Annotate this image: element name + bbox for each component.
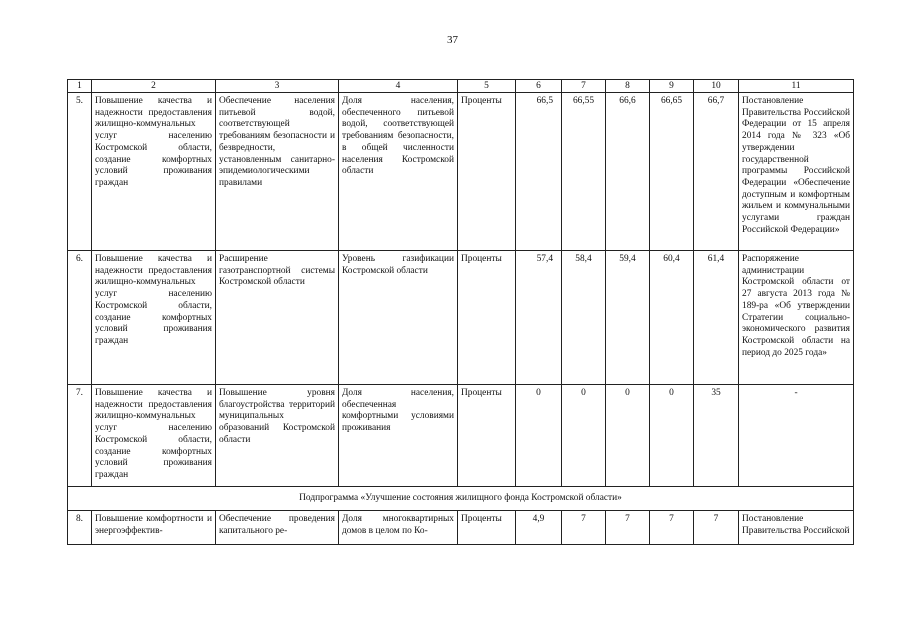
column-header: 10: [694, 80, 739, 93]
column-header: 3: [216, 80, 339, 93]
table-header-row: [68, 80, 854, 93]
value-cell: 7: [562, 511, 606, 545]
source-cell: Распоряжение администрации Костромской области от 27 августа 2013 года № 189-ра «Об утверждении Стратегии социально-экономического развития Костромской области на период до 2025 года»: [739, 251, 854, 385]
indicators-table: [67, 79, 854, 545]
value-cell: 66,7: [694, 93, 739, 251]
value-cell: 7: [650, 511, 694, 545]
column-header: 5: [458, 80, 516, 93]
table-row: [68, 93, 854, 251]
column-header: 1: [68, 80, 92, 93]
table-row: [68, 251, 854, 385]
source-cell: Постановление Правительства Российской: [739, 511, 854, 545]
subprogram-row: [68, 487, 854, 511]
value-cell: 60,4: [650, 251, 694, 385]
column-header: 4: [339, 80, 458, 93]
page-number: 37: [447, 34, 458, 46]
value-cell: 66,65: [650, 93, 694, 251]
value-cell: 7: [606, 511, 650, 545]
task-cell: Обеспечение населения питьевой водой, соответствующей требованиям безопасности и безвредности, установленным санитарно-эпидемиологическими правилами: [216, 93, 339, 251]
row-number: 6.: [68, 251, 92, 385]
indicator-cell: Доля населения, обеспеченного питьевой водой, соответствующей требованиям безопасности, в общей численности населения Костромской области: [339, 93, 458, 251]
unit-cell: Проценты: [458, 251, 516, 385]
value-cell: 66,6: [606, 93, 650, 251]
value-cell: 61,4: [694, 251, 739, 385]
column-header: 7: [562, 80, 606, 93]
row-number: 5.: [68, 93, 92, 251]
column-header: 6: [516, 80, 562, 93]
value-cell: 57,4: [516, 251, 562, 385]
source-cell: Постановление Правительства Российской Федерации от 15 апреля 2014 года № 323 «Об утверждении государственной программы Российской Федерации «Обеспечение доступным и комфортным жильем и коммунальными услугами граждан Российской Федерации»: [739, 93, 854, 251]
value-cell: 66,5: [516, 93, 562, 251]
indicator-cell: Уровень газификации Костромской области: [339, 251, 458, 385]
value-cell: 66,55: [562, 93, 606, 251]
row-number: 7.: [68, 385, 92, 487]
indicator-cell: Доля населения, обеспеченная комфортными условиями проживания: [339, 385, 458, 487]
goal-cell: Повышение качества и надежности предоставления жилищно-коммунальных услуг населению Костромской области, создание комфортных условий проживания граждан: [92, 251, 216, 385]
table-row: [68, 385, 854, 487]
column-header: 2: [92, 80, 216, 93]
column-header: 9: [650, 80, 694, 93]
unit-cell: Проценты: [458, 385, 516, 487]
task-cell: Обеспечение проведения капитального ре-: [216, 511, 339, 545]
unit-cell: Проценты: [458, 511, 516, 545]
table-row: [68, 511, 854, 545]
value-cell: 35: [694, 385, 739, 487]
column-header: 8: [606, 80, 650, 93]
indicator-cell: Доля многоквартирных домов в целом по Ко-: [339, 511, 458, 545]
goal-cell: Повышение качества и надежности предоставления жилищно-коммунальных услуг населению Костромской области, создание комфортных условий проживания граждан: [92, 385, 216, 487]
task-cell: Повышение уровня благоустройства территорий муниципальных образований Костромской области: [216, 385, 339, 487]
task-cell: Расширение газотранспортной системы Костромской области: [216, 251, 339, 385]
value-cell: 0: [562, 385, 606, 487]
goal-cell: Повышение качества и надежности предоставления жилищно-коммунальных услуг населению Костромской области, создание комфортных условий проживания граждан: [92, 93, 216, 251]
goal-cell: Повышение комфортности и энергоэффектив-: [92, 511, 216, 545]
value-cell: 0: [516, 385, 562, 487]
subprogram-title: Подпрограмма «Улучшение состояния жилищного фонда Костромской области»: [68, 487, 854, 511]
value-cell: 7: [694, 511, 739, 545]
value-cell: 59,4: [606, 251, 650, 385]
value-cell: 58,4: [562, 251, 606, 385]
value-cell: 0: [606, 385, 650, 487]
source-cell: -: [739, 385, 854, 487]
unit-cell: Проценты: [458, 93, 516, 251]
row-number: 8.: [68, 511, 92, 545]
column-header: 11: [739, 80, 854, 93]
value-cell: 4,9: [516, 511, 562, 545]
value-cell: 0: [650, 385, 694, 487]
